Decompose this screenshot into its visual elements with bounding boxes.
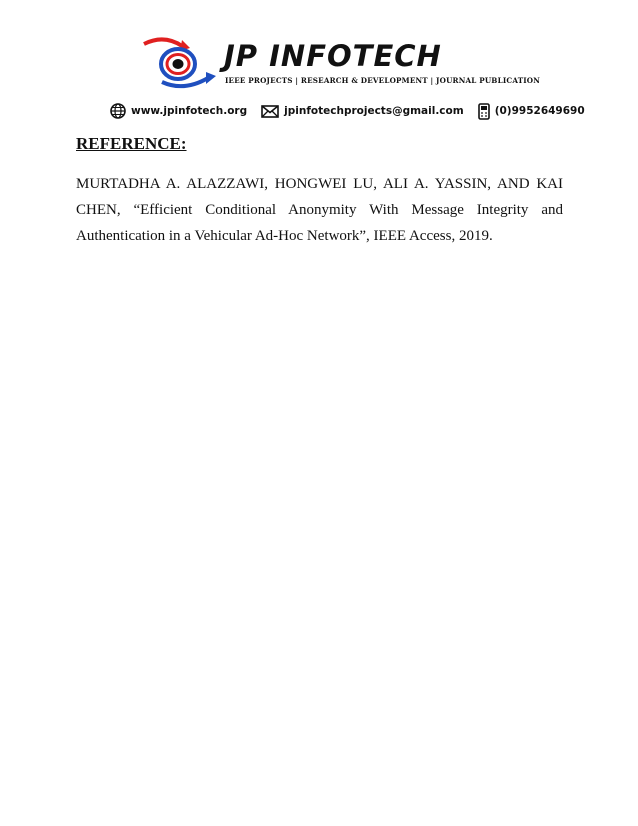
reference-heading: REFERENCE: bbox=[76, 134, 187, 153]
email-contact bbox=[261, 105, 464, 118]
letterhead bbox=[0, 0, 638, 130]
reference-citation: MURTADHA A. ALAZZAWI, HONGWEI LU, ALI A. YASSIN, AND KAI CHEN, “Efficient Conditional Anonymity With Message Integrity and Authentication in a Vehicular Ad-Hoc Network”, IEEE Access, 2019. bbox=[76, 176, 563, 244]
website-text[interactable]: www.jpinfotech.org bbox=[131, 105, 248, 117]
target-emblem-icon bbox=[142, 36, 218, 92]
brand-logo bbox=[142, 36, 541, 92]
brand-tagline: IEEE PROJECTS | RESEARCH & DEVELOPMENT | JOURNAL PUBLICATION bbox=[225, 76, 541, 85]
phone-contact bbox=[478, 103, 585, 120]
phone-icon bbox=[478, 103, 490, 120]
brand-name: JP INFOTECH bbox=[224, 39, 442, 73]
email-text[interactable]: jpinfotechprojects@gmail.com bbox=[284, 105, 464, 117]
globe-icon bbox=[110, 103, 126, 119]
website-contact bbox=[110, 103, 247, 119]
contact-bar bbox=[110, 101, 585, 121]
phone-text[interactable]: (0)9952649690 bbox=[494, 105, 585, 117]
envelope-icon bbox=[261, 105, 279, 118]
